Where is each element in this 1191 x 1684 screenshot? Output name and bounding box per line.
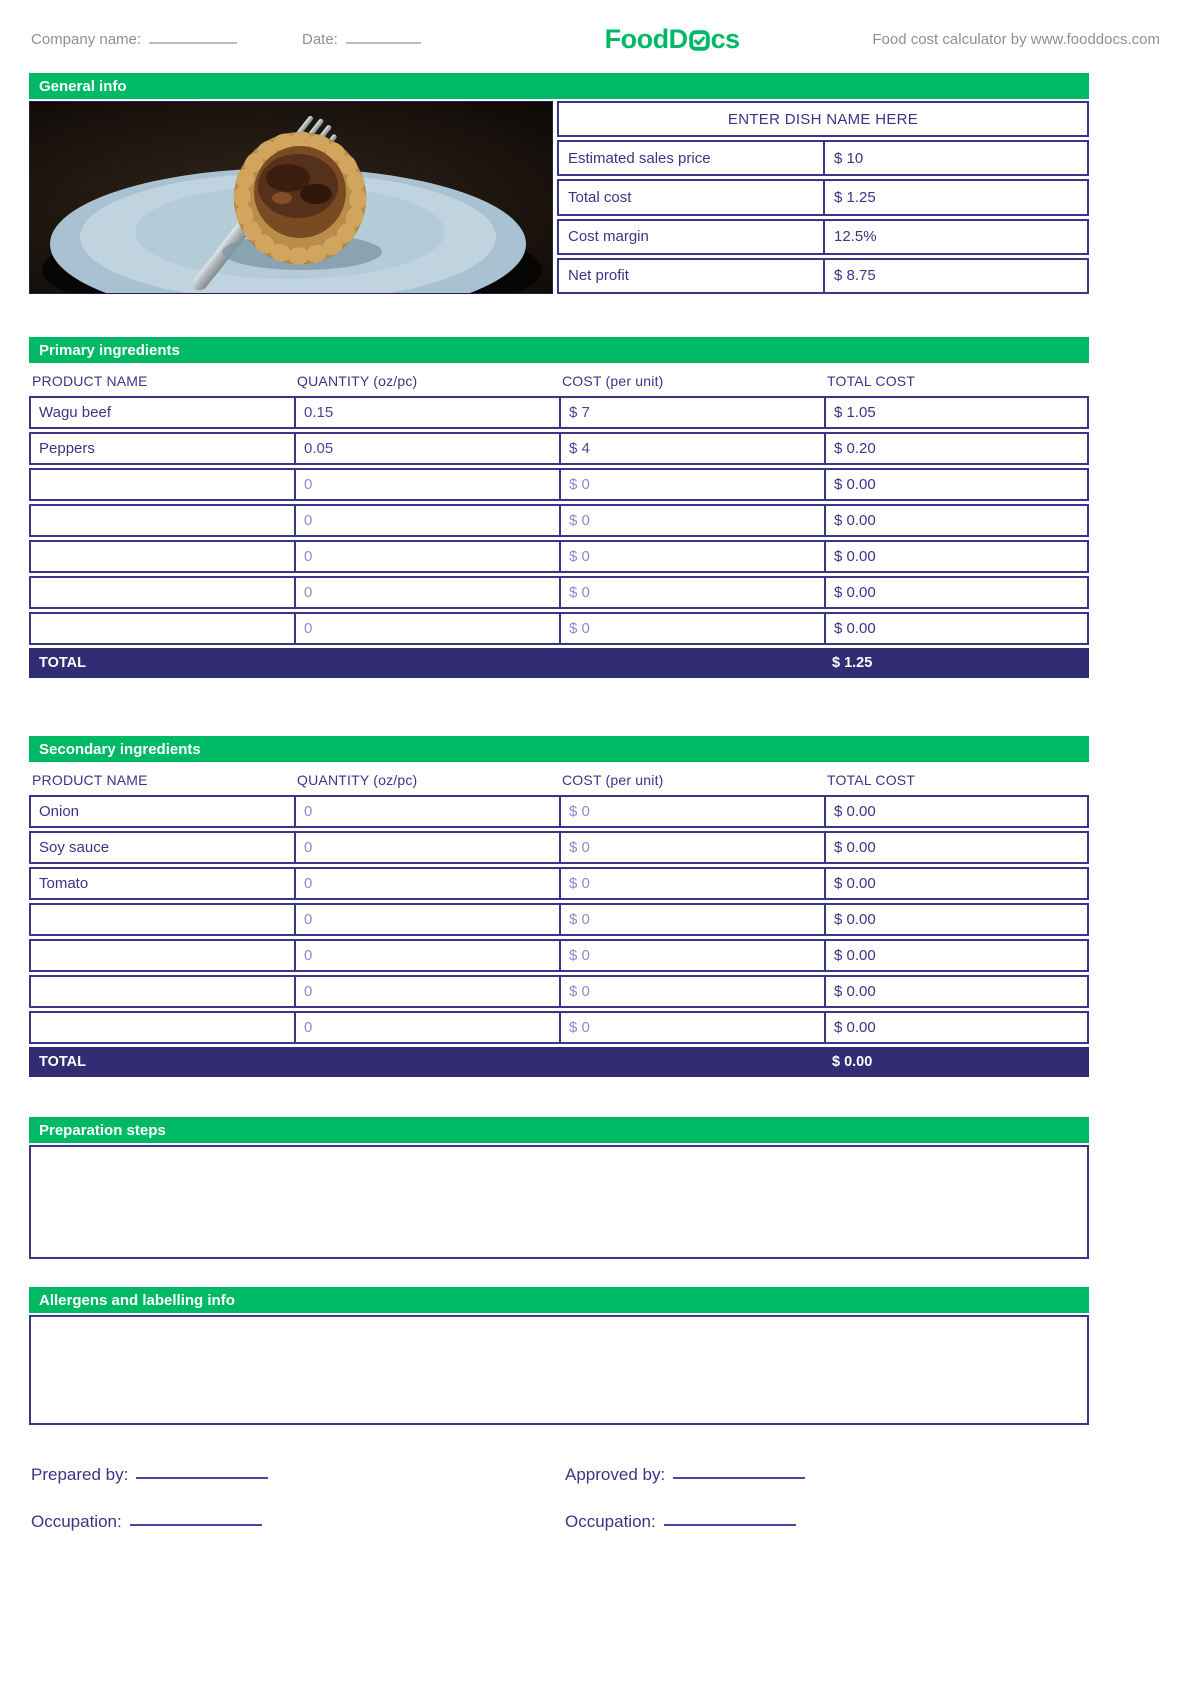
total-cost-cell: $ 0.00 <box>824 506 1087 535</box>
total-cost-cell: $ 0.00 <box>824 1013 1087 1042</box>
col-total-cost: TOTAL COST <box>827 772 916 788</box>
dish-field-row <box>557 258 1089 294</box>
secondary-total-row <box>29 1047 1089 1077</box>
table-row <box>29 1011 1089 1044</box>
company-name-field <box>31 31 302 48</box>
company-name-blank-line[interactable] <box>149 32 237 44</box>
approved-by-label: Approved by: <box>565 1465 666 1484</box>
date-blank-line[interactable] <box>346 32 421 44</box>
total-cost-cell: $ 0.00 <box>824 614 1087 643</box>
cost-cell[interactable]: $ 0 <box>559 941 824 970</box>
company-name-label: Company name: <box>31 31 142 48</box>
check-square-icon <box>688 28 711 51</box>
secondary-ingredients-header <box>29 736 1089 762</box>
approved-by-blank-line[interactable] <box>673 1465 805 1479</box>
net-profit-value[interactable]: $ 8.75 <box>823 260 1087 292</box>
secondary-column-headers <box>29 762 1089 795</box>
allergens-section <box>29 1287 1089 1425</box>
date-field <box>302 31 472 48</box>
occupation-blank-line[interactable] <box>130 1512 262 1526</box>
quantity-cell[interactable]: 0 <box>294 869 559 898</box>
table-row <box>29 432 1089 465</box>
cost-cell[interactable]: $ 4 <box>559 434 824 463</box>
col-cost: COST (per unit) <box>562 373 664 389</box>
occupation-label: Occupation: <box>565 1512 656 1531</box>
allergens-header <box>29 1287 1089 1313</box>
table-row <box>29 975 1089 1008</box>
preparation-steps-title: Preparation steps <box>39 1121 166 1139</box>
cost-cell[interactable]: $ 0 <box>559 833 824 862</box>
signature-left-column <box>31 1465 565 1559</box>
prepared-by-blank-line[interactable] <box>136 1465 268 1479</box>
cost-cell[interactable]: $ 0 <box>559 905 824 934</box>
quantity-cell[interactable]: 0 <box>294 797 559 826</box>
preparation-steps-section <box>29 1117 1089 1259</box>
table-row <box>29 540 1089 573</box>
total-cost-cell: $ 0.00 <box>824 470 1087 499</box>
quantity-cell[interactable]: 0 <box>294 542 559 571</box>
total-cost-cell: $ 0.20 <box>824 434 1087 463</box>
preparation-steps-header <box>29 1117 1089 1143</box>
table-row <box>29 612 1089 645</box>
total-cost-cell: $ 0.00 <box>824 905 1087 934</box>
fooddocs-logo <box>605 24 740 55</box>
general-info-title: General info <box>39 77 127 95</box>
tagline: Food cost calculator by www.fooddocs.com <box>872 31 1160 48</box>
dish-field-row <box>557 219 1089 255</box>
table-row <box>29 903 1089 936</box>
total-cost-cell: $ 1.05 <box>824 398 1087 427</box>
cost-margin-value[interactable]: 12.5% <box>823 221 1087 253</box>
primary-ingredients-table <box>29 396 1089 645</box>
dish-info-table <box>557 101 1089 294</box>
quantity-cell[interactable]: 0 <box>294 833 559 862</box>
product-name-cell[interactable] <box>31 905 294 934</box>
cost-cell[interactable]: $ 0 <box>559 614 824 643</box>
product-name-cell[interactable] <box>31 470 294 499</box>
col-product-name: PRODUCT NAME <box>32 772 148 788</box>
logo-wrap <box>472 24 872 55</box>
product-name-cell[interactable] <box>31 1013 294 1042</box>
total-cost-cell: $ 0.00 <box>824 797 1087 826</box>
occupation-left-field <box>31 1512 565 1559</box>
sales-price-value[interactable]: $ 10 <box>823 142 1087 174</box>
product-name-cell[interactable]: Peppers <box>39 440 95 457</box>
product-name-cell[interactable] <box>31 506 294 535</box>
primary-total-row <box>29 648 1089 678</box>
table-row <box>29 576 1089 609</box>
quantity-cell[interactable]: 0 <box>294 941 559 970</box>
quantity-cell[interactable]: 0.05 <box>294 434 559 463</box>
occupation-right-field <box>565 1512 1160 1559</box>
allergens-input[interactable] <box>29 1315 1089 1425</box>
allergens-title: Allergens and labelling info <box>39 1291 235 1309</box>
dish-name-input[interactable] <box>557 101 1089 137</box>
primary-ingredients-section <box>29 337 1089 678</box>
cost-cell[interactable]: $ 0 <box>559 869 824 898</box>
quantity-cell[interactable]: 0 <box>294 905 559 934</box>
secondary-ingredients-table <box>29 795 1089 1044</box>
table-row <box>29 831 1089 864</box>
product-name-cell[interactable]: Tomato <box>39 875 89 892</box>
top-header <box>0 0 1191 55</box>
total-cost-value[interactable]: $ 1.25 <box>823 181 1087 213</box>
quantity-cell[interactable]: 0 <box>294 470 559 499</box>
cost-cell[interactable]: $ 0 <box>559 506 824 535</box>
primary-ingredients-title: Primary ingredients <box>39 341 180 359</box>
dish-field-row <box>557 179 1089 215</box>
col-product-name: PRODUCT NAME <box>32 373 148 389</box>
cost-cell[interactable]: $ 0 <box>559 1013 824 1042</box>
logo-text-right: cs <box>710 24 740 54</box>
col-quantity: QUANTITY (oz/pc) <box>297 772 418 788</box>
product-name-cell[interactable] <box>31 941 294 970</box>
sales-price-label: Estimated sales price <box>568 149 711 167</box>
secondary-ingredients-section <box>29 736 1089 1077</box>
product-name-cell[interactable]: Wagu beef <box>39 404 111 421</box>
cost-cell[interactable]: $ 0 <box>559 542 824 571</box>
table-row <box>29 396 1089 429</box>
dish-photo <box>29 101 553 294</box>
total-cost-label: Total cost <box>568 188 632 206</box>
total-label: TOTAL <box>39 1054 86 1070</box>
table-row <box>29 867 1089 900</box>
logo-text-left: FoodD <box>604 24 688 54</box>
occupation-label: Occupation: <box>31 1512 122 1531</box>
table-row <box>29 504 1089 537</box>
cost-cell[interactable]: $ 0 <box>559 470 824 499</box>
cost-cell[interactable]: $ 0 <box>559 578 824 607</box>
total-cost-cell: $ 0.00 <box>824 869 1087 898</box>
occupation-blank-line[interactable] <box>664 1512 796 1526</box>
general-info-header <box>29 73 1089 99</box>
net-profit-label: Net profit <box>568 267 629 285</box>
table-row <box>29 468 1089 501</box>
product-name-cell[interactable]: Soy sauce <box>39 839 110 856</box>
general-info-section <box>29 73 1089 294</box>
product-name-cell[interactable]: Onion <box>39 803 80 820</box>
cost-cell[interactable]: $ 7 <box>559 398 824 427</box>
primary-ingredients-header <box>29 337 1089 363</box>
total-cost-cell: $ 0.00 <box>824 941 1087 970</box>
product-name-cell[interactable] <box>31 977 294 1006</box>
signature-footer <box>31 1465 1160 1559</box>
preparation-steps-input[interactable] <box>29 1145 1089 1259</box>
quantity-cell[interactable]: 0.15 <box>294 398 559 427</box>
total-cost-cell: $ 0.00 <box>824 542 1087 571</box>
secondary-ingredients-title: Secondary ingredients <box>39 740 201 758</box>
product-name-cell[interactable] <box>31 578 294 607</box>
prepared-by-field <box>31 1465 565 1512</box>
cost-cell[interactable]: $ 0 <box>559 977 824 1006</box>
quantity-cell[interactable]: 0 <box>294 506 559 535</box>
product-name-cell[interactable] <box>31 542 294 571</box>
signature-right-column <box>565 1465 1160 1559</box>
cost-margin-label: Cost margin <box>568 228 649 246</box>
col-cost: COST (per unit) <box>562 772 664 788</box>
cost-cell[interactable]: $ 0 <box>559 797 824 826</box>
date-label: Date: <box>302 31 338 48</box>
total-label: TOTAL <box>39 655 86 671</box>
quantity-cell[interactable]: 0 <box>294 1013 559 1042</box>
dish-name-placeholder: ENTER DISH NAME HERE <box>727 110 919 128</box>
col-total-cost: TOTAL COST <box>827 373 916 389</box>
quantity-cell[interactable]: 0 <box>294 614 559 643</box>
dish-field-row <box>557 140 1089 176</box>
approved-by-field <box>565 1465 1160 1512</box>
secondary-total-value: $ 0.00 <box>832 1054 873 1070</box>
prepared-by-label: Prepared by: <box>31 1465 129 1484</box>
primary-column-headers <box>29 363 1089 396</box>
quantity-cell[interactable]: 0 <box>294 578 559 607</box>
col-quantity: QUANTITY (oz/pc) <box>297 373 418 389</box>
total-cost-cell: $ 0.00 <box>824 977 1087 1006</box>
product-name-cell[interactable] <box>31 614 294 643</box>
total-cost-cell: $ 0.00 <box>824 833 1087 862</box>
quantity-cell[interactable]: 0 <box>294 977 559 1006</box>
table-row <box>29 795 1089 828</box>
total-cost-cell: $ 0.00 <box>824 578 1087 607</box>
primary-total-value: $ 1.25 <box>832 655 873 671</box>
table-row <box>29 939 1089 972</box>
